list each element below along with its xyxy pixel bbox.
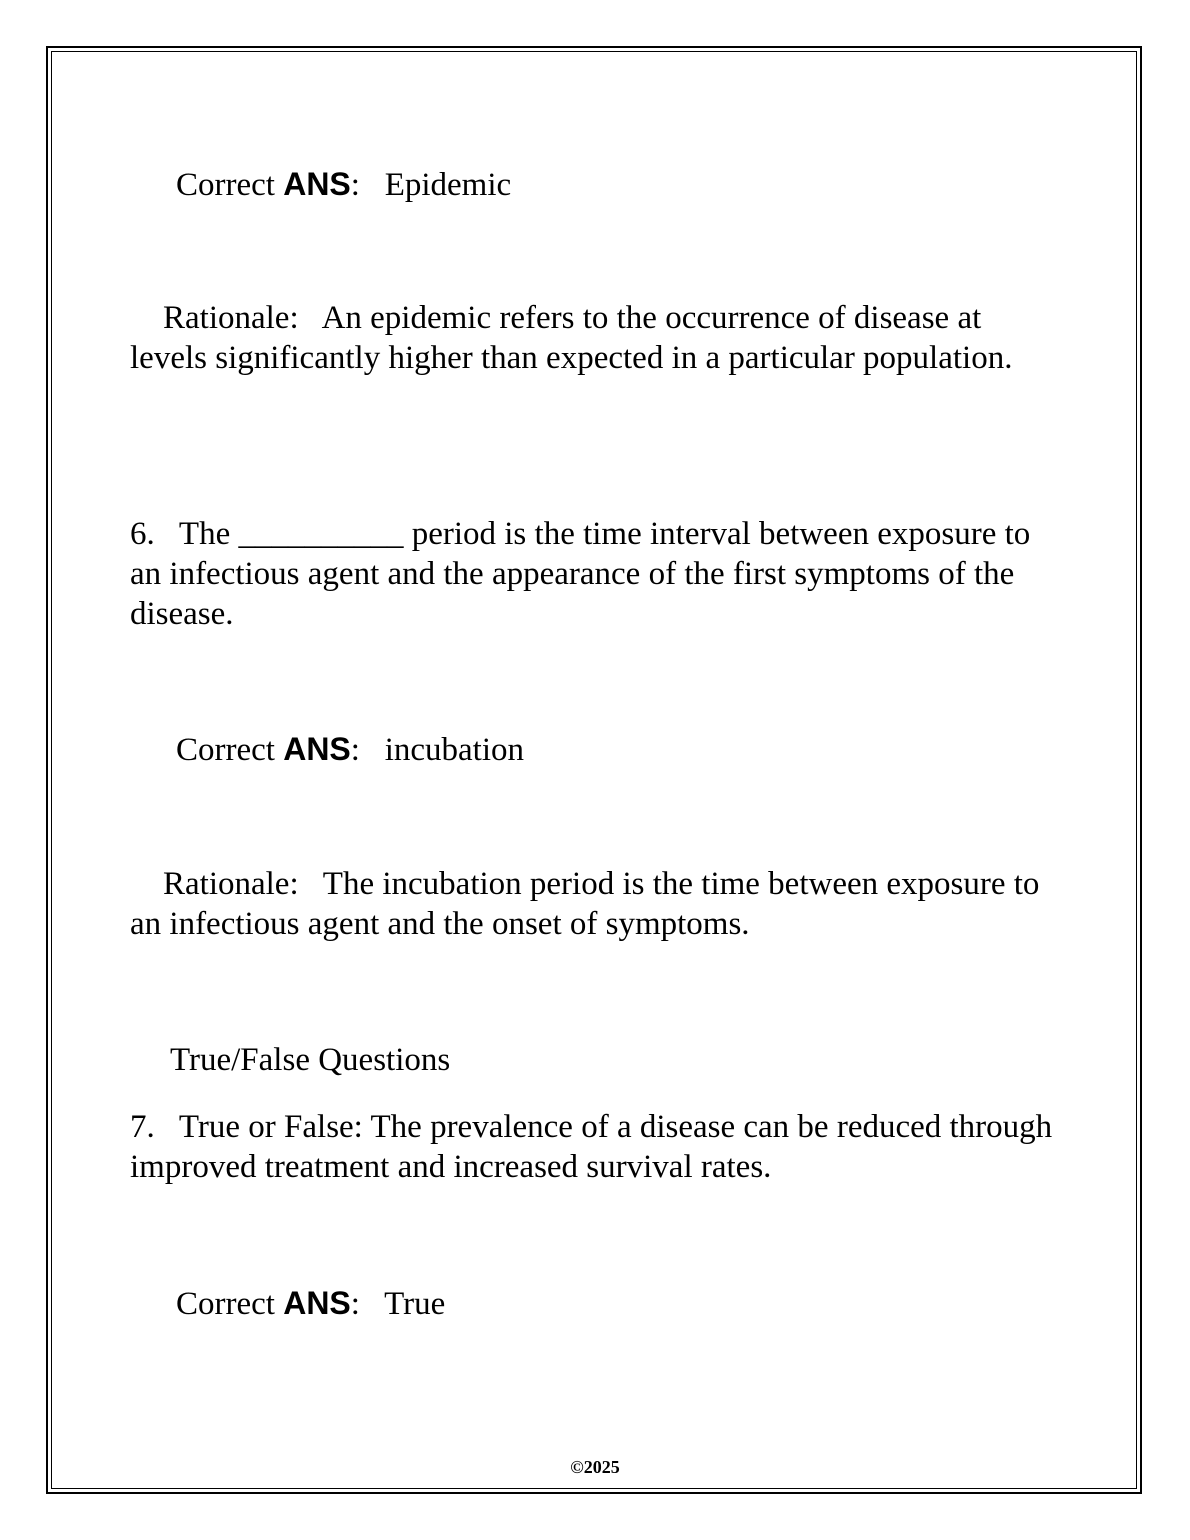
answer-keyword: ANS	[283, 166, 351, 202]
answer-prefix: Correct	[176, 1286, 275, 1322]
question-7	[130, 1107, 1060, 1187]
section-heading-true-false: True/False Questions	[170, 1042, 451, 1078]
rationale-text: An epidemic refers to the occurrence of disease at levels significantly higher than expected in a particular population.	[130, 300, 1013, 376]
question-number: 7.	[130, 1109, 155, 1145]
answer-keyword: ANS	[283, 1285, 351, 1321]
page-border-inner	[51, 51, 1137, 1489]
answer-keyword: ANS	[283, 731, 351, 767]
answer-prefix: Correct	[176, 167, 275, 203]
rationale-label: Rationale:	[163, 866, 299, 902]
answer-true	[130, 1283, 1106, 1324]
answer-value: Epidemic	[384, 167, 512, 203]
rationale-text: The incubation period is the time between exposure to an infectious agent and the onset of symptoms.	[130, 866, 1040, 942]
question-6	[130, 514, 1060, 634]
question-text: True or False: The prevalence of a disease can be reduced through improved treatment and increased survival rates.	[130, 1109, 1053, 1185]
answer-incubation	[130, 729, 1106, 770]
rationale-incubation	[130, 864, 1060, 944]
answer-colon: :	[350, 1286, 360, 1322]
answer-value: incubation	[384, 732, 524, 768]
rationale-label: Rationale:	[163, 300, 299, 336]
rationale-epidemic	[130, 298, 1060, 378]
answer-colon: :	[350, 167, 360, 203]
answer-prefix: Correct	[176, 732, 275, 768]
copyright-footer: ©2025	[570, 1457, 620, 1477]
answer-value: True	[384, 1286, 446, 1322]
answer-epidemic	[130, 164, 1106, 205]
answer-colon: :	[350, 732, 360, 768]
question-number: 6.	[130, 516, 155, 552]
question-text: The __________ period is the time interval between exposure to an infectious agent and the appearance of the first symptoms of the disease.	[130, 516, 1031, 632]
